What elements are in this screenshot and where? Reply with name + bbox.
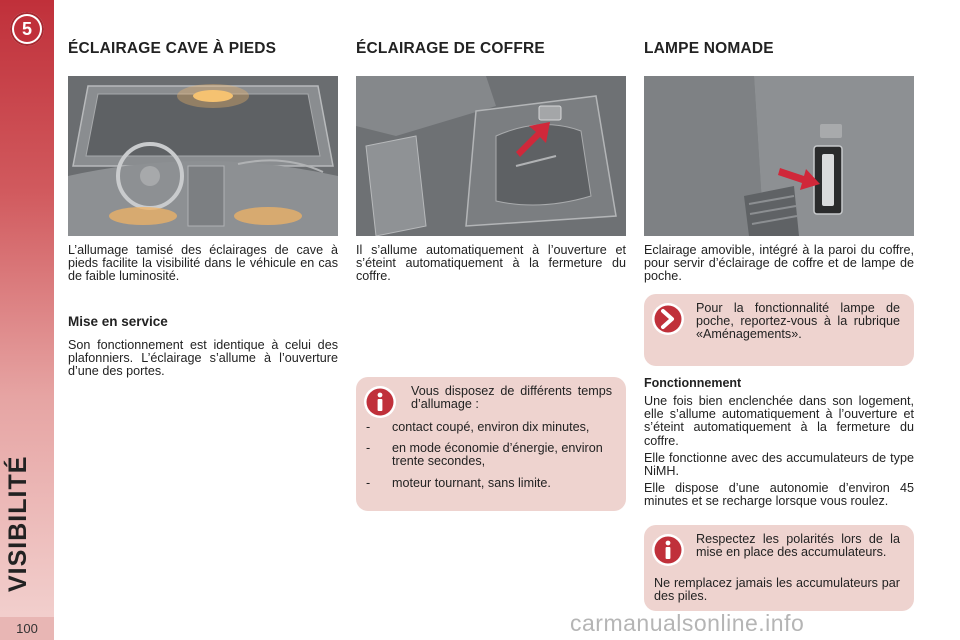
list-item: - moteur tournant, sans limite. bbox=[366, 475, 551, 490]
body-text: Eclairage amovible, intégré à la paroi du coffre, pour servir d’éclairage de coffre et de lampe de poche. bbox=[644, 243, 914, 284]
section-heading: ÉCLAIRAGE CAVE À PIEDS bbox=[68, 40, 277, 57]
page-number: 100 bbox=[0, 617, 54, 640]
body-text: Elle fonctionne avec des accumulateurs de type NiMH. bbox=[644, 450, 914, 479]
body-text: Il s’allume automatiquement à l’ouverture et s’éteint automatiquement à la fermeture du coffre. bbox=[356, 243, 626, 284]
chevron-right-icon bbox=[651, 302, 685, 336]
portable-lamp-illustration bbox=[644, 76, 914, 236]
info-icon bbox=[651, 533, 685, 567]
reference-text: Pour la fonctionnalité lampe de poche, reportez-vous à la rubrique «Aménagements». bbox=[696, 301, 900, 342]
body-text: Elle dispose d’une autonomie d’environ 45 minutes et se recharge lorsque vous roulez. bbox=[644, 481, 914, 509]
chapter-number: 5 bbox=[14, 16, 40, 42]
column-boot-lighting bbox=[356, 40, 626, 284]
info-box-lighting-times bbox=[356, 377, 626, 511]
operation-section bbox=[644, 368, 914, 509]
subheading-activation: Mise en service bbox=[68, 313, 168, 329]
body-text: Une fois bien enclenchée dans son logement, elle s’allume automatiquement à l’ouverture et s’éteint automatiquement à la fermeture du coffre. bbox=[644, 394, 914, 448]
column-footwell-lighting bbox=[68, 40, 338, 378]
boot-illustration bbox=[356, 76, 626, 236]
section-heading: LAMPE NOMADE bbox=[644, 40, 774, 57]
info-icon bbox=[363, 385, 397, 419]
body-text: Son fonctionnement est identique à celui des plafonniers. L’éclairage s’allume à l’ouverture d’une des portes. bbox=[68, 337, 338, 379]
info-lead: Respectez les polarités lors de la mise en place des accumulateurs. bbox=[696, 532, 900, 560]
watermark: carmanualsonline.info bbox=[570, 610, 805, 636]
column-portable-lamp bbox=[644, 40, 914, 284]
lighting-times-list bbox=[356, 421, 614, 498]
chapter-sidebar bbox=[0, 0, 54, 640]
reference-box bbox=[644, 294, 914, 366]
list-item: - contact coupé, environ dix minutes, bbox=[366, 420, 590, 434]
chapter-badge bbox=[10, 12, 44, 46]
info-text: Ne remplacez jamais les accumulateurs par des piles. bbox=[654, 576, 900, 604]
section-title: VISIBILITÉ bbox=[4, 455, 32, 592]
list-item: - en mode économie d’énergie, environ trente secondes, bbox=[366, 441, 603, 469]
subheading-operation: Fonctionnement bbox=[644, 376, 742, 390]
body-text: L’allumage tamisé des éclairages de cave à pieds facilite la visibilité dans le véhicule en cas de faible luminosité. bbox=[68, 243, 338, 284]
section-heading: ÉCLAIRAGE DE COFFRE bbox=[356, 40, 545, 57]
info-lead: Vous disposez de différents temps d’allumage : bbox=[411, 384, 612, 412]
dashboard-illustration bbox=[68, 76, 338, 236]
info-box-batteries bbox=[644, 525, 914, 611]
